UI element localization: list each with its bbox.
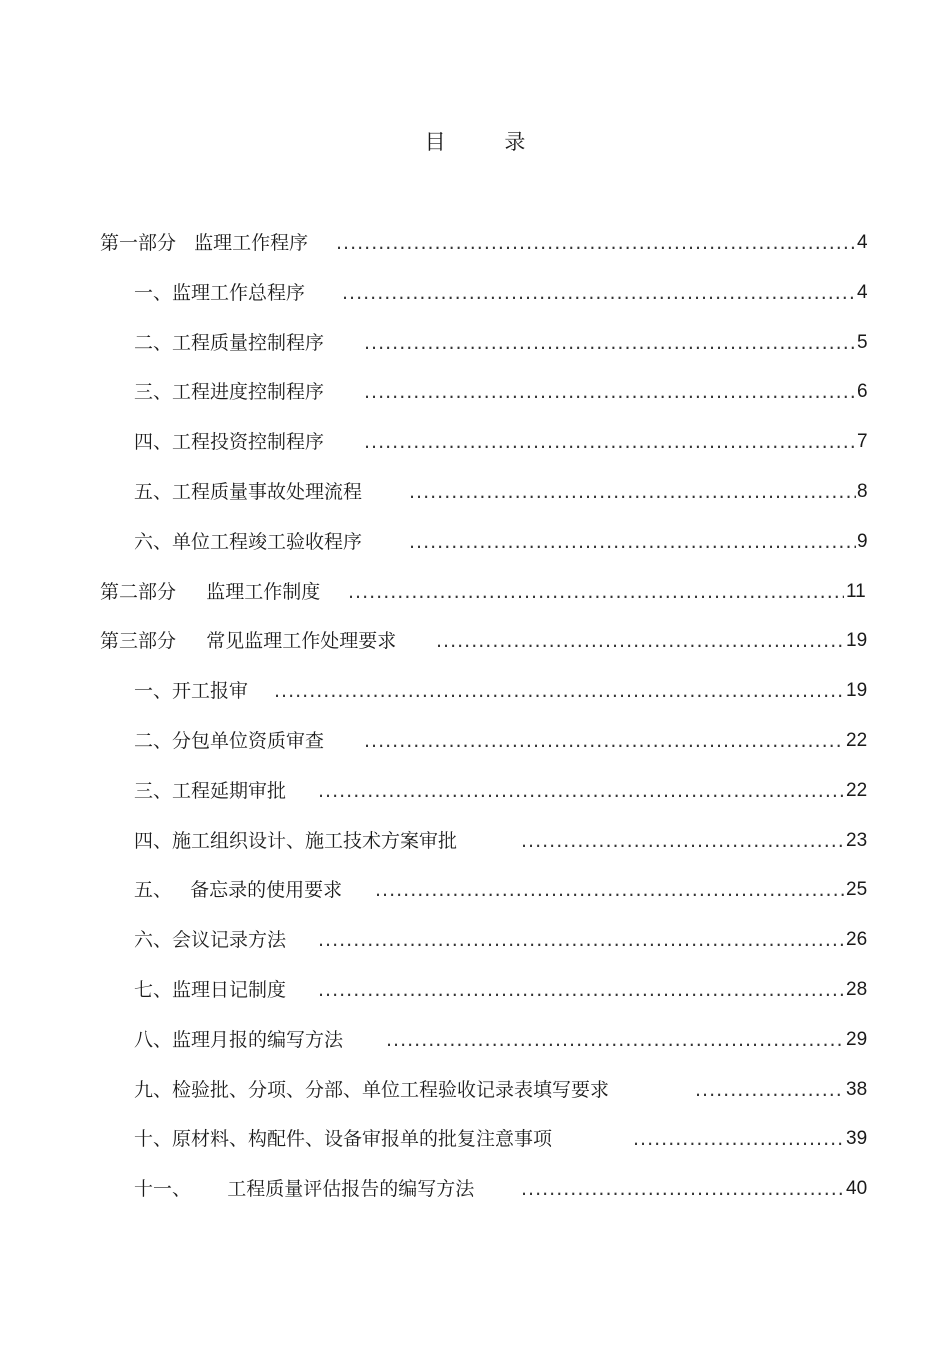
toc-entry-page: 4 bbox=[857, 232, 868, 253]
toc-leader bbox=[348, 577, 844, 607]
toc-entry[interactable] bbox=[0, 577, 950, 607]
toc-leader bbox=[274, 676, 844, 706]
toc-entry-page: 29 bbox=[846, 1029, 868, 1050]
toc-entry[interactable] bbox=[0, 278, 950, 308]
toc-leader bbox=[336, 228, 856, 258]
toc-entry-label: 二、工程质量控制程序 bbox=[134, 332, 325, 354]
toc-entry-page: 22 bbox=[846, 780, 868, 801]
toc-entry-page: 8 bbox=[857, 481, 868, 502]
toc-leader bbox=[318, 925, 844, 955]
toc-leader bbox=[318, 776, 844, 806]
toc-entry-label: 五、工程质量事故处理流程 bbox=[134, 481, 363, 503]
toc-entry-label: 十一、 工程质量评估报告的编写方法 bbox=[134, 1178, 475, 1200]
toc-leader bbox=[386, 1025, 844, 1055]
toc-entry-label: 一、监理工作总程序 bbox=[134, 282, 306, 304]
toc-leader bbox=[633, 1124, 844, 1154]
toc-leader bbox=[521, 1174, 844, 1204]
toc-entry[interactable] bbox=[0, 328, 950, 358]
toc-entry-page: 23 bbox=[846, 830, 868, 851]
toc-entry[interactable] bbox=[0, 427, 950, 457]
toc-entry-label: 八、监理月报的编写方法 bbox=[134, 1029, 344, 1051]
toc-entry[interactable] bbox=[0, 1174, 950, 1204]
toc-entry-page: 9 bbox=[857, 531, 868, 552]
toc-leader bbox=[375, 875, 844, 905]
toc-entry[interactable] bbox=[0, 826, 950, 856]
toc-entry-label: 四、施工组织设计、施工技术方案审批 bbox=[134, 830, 458, 852]
toc-entry[interactable] bbox=[0, 1075, 950, 1105]
toc-leader bbox=[436, 626, 844, 656]
toc-entry-label: 六、会议记录方法 bbox=[134, 929, 287, 951]
toc-entry-page: 19 bbox=[846, 630, 868, 651]
toc-entry[interactable] bbox=[0, 527, 950, 557]
toc-leader bbox=[364, 377, 856, 407]
toc-entry[interactable] bbox=[0, 875, 950, 905]
toc-entry-page: 28 bbox=[846, 979, 868, 1000]
toc-entry-page: 26 bbox=[846, 929, 868, 950]
toc-entry-label: 九、检验批、分项、分部、单位工程验收记录表填写要求 bbox=[134, 1079, 610, 1101]
toc-entry-page: 6 bbox=[857, 381, 868, 402]
toc-entry-label: 二、分包单位资质审查 bbox=[134, 730, 325, 752]
toc-leader bbox=[521, 826, 844, 856]
toc-entry-label: 一、开工报审 bbox=[134, 680, 249, 702]
toc-entry-page: 19 bbox=[846, 680, 868, 701]
toc-title: 目 录 bbox=[424, 130, 552, 154]
toc-entry-page: 4 bbox=[857, 282, 868, 303]
toc-entry-label: 四、工程投资控制程序 bbox=[134, 431, 325, 453]
toc-entry[interactable] bbox=[0, 925, 950, 955]
toc-leader bbox=[409, 527, 856, 557]
toc-leader bbox=[364, 726, 844, 756]
toc-entry[interactable] bbox=[0, 228, 950, 258]
toc-leader bbox=[364, 427, 856, 457]
toc-entry[interactable] bbox=[0, 676, 950, 706]
toc-leader bbox=[364, 328, 856, 358]
toc-entry[interactable] bbox=[0, 975, 950, 1005]
toc-entry-label: 七、监理日记制度 bbox=[134, 979, 287, 1001]
toc-entry-label: 十、原材料、构配件、设备审报单的批复注意事项 bbox=[134, 1128, 553, 1150]
toc-entry[interactable] bbox=[0, 726, 950, 756]
toc-entry-label: 第一部分 监理工作程序 bbox=[100, 232, 309, 254]
toc-leader bbox=[318, 975, 844, 1005]
toc-leader bbox=[695, 1075, 844, 1105]
toc-entry-label: 三、工程延期审批 bbox=[134, 780, 287, 802]
toc-entry-page: 25 bbox=[846, 879, 868, 900]
toc-entry-page: 5 bbox=[857, 332, 868, 353]
toc-entry-label: 六、单位工程竣工验收程序 bbox=[134, 531, 363, 553]
toc-entry-page: 39 bbox=[846, 1128, 868, 1149]
toc-entry[interactable] bbox=[0, 1025, 950, 1055]
toc-entry-page: 11 bbox=[846, 581, 866, 602]
toc-entry[interactable] bbox=[0, 1124, 950, 1154]
toc-entry[interactable] bbox=[0, 626, 950, 656]
toc-leader bbox=[409, 477, 856, 507]
toc-entry-page: 40 bbox=[846, 1178, 868, 1199]
toc-entry[interactable] bbox=[0, 377, 950, 407]
toc-entry-label: 第三部分 常见监理工作处理要求 bbox=[100, 630, 397, 652]
toc-entry-label: 五、 备忘录的使用要求 bbox=[134, 879, 343, 901]
toc-entry-label: 第二部分 监理工作制度 bbox=[100, 581, 321, 603]
toc-entry-page: 7 bbox=[857, 431, 868, 452]
toc-entry-page: 38 bbox=[846, 1079, 868, 1100]
toc-entry[interactable] bbox=[0, 477, 950, 507]
toc-entry-label: 三、工程进度控制程序 bbox=[134, 381, 325, 403]
toc-entry[interactable] bbox=[0, 776, 950, 806]
toc-entry-page: 22 bbox=[846, 730, 868, 751]
toc-leader bbox=[342, 278, 856, 308]
